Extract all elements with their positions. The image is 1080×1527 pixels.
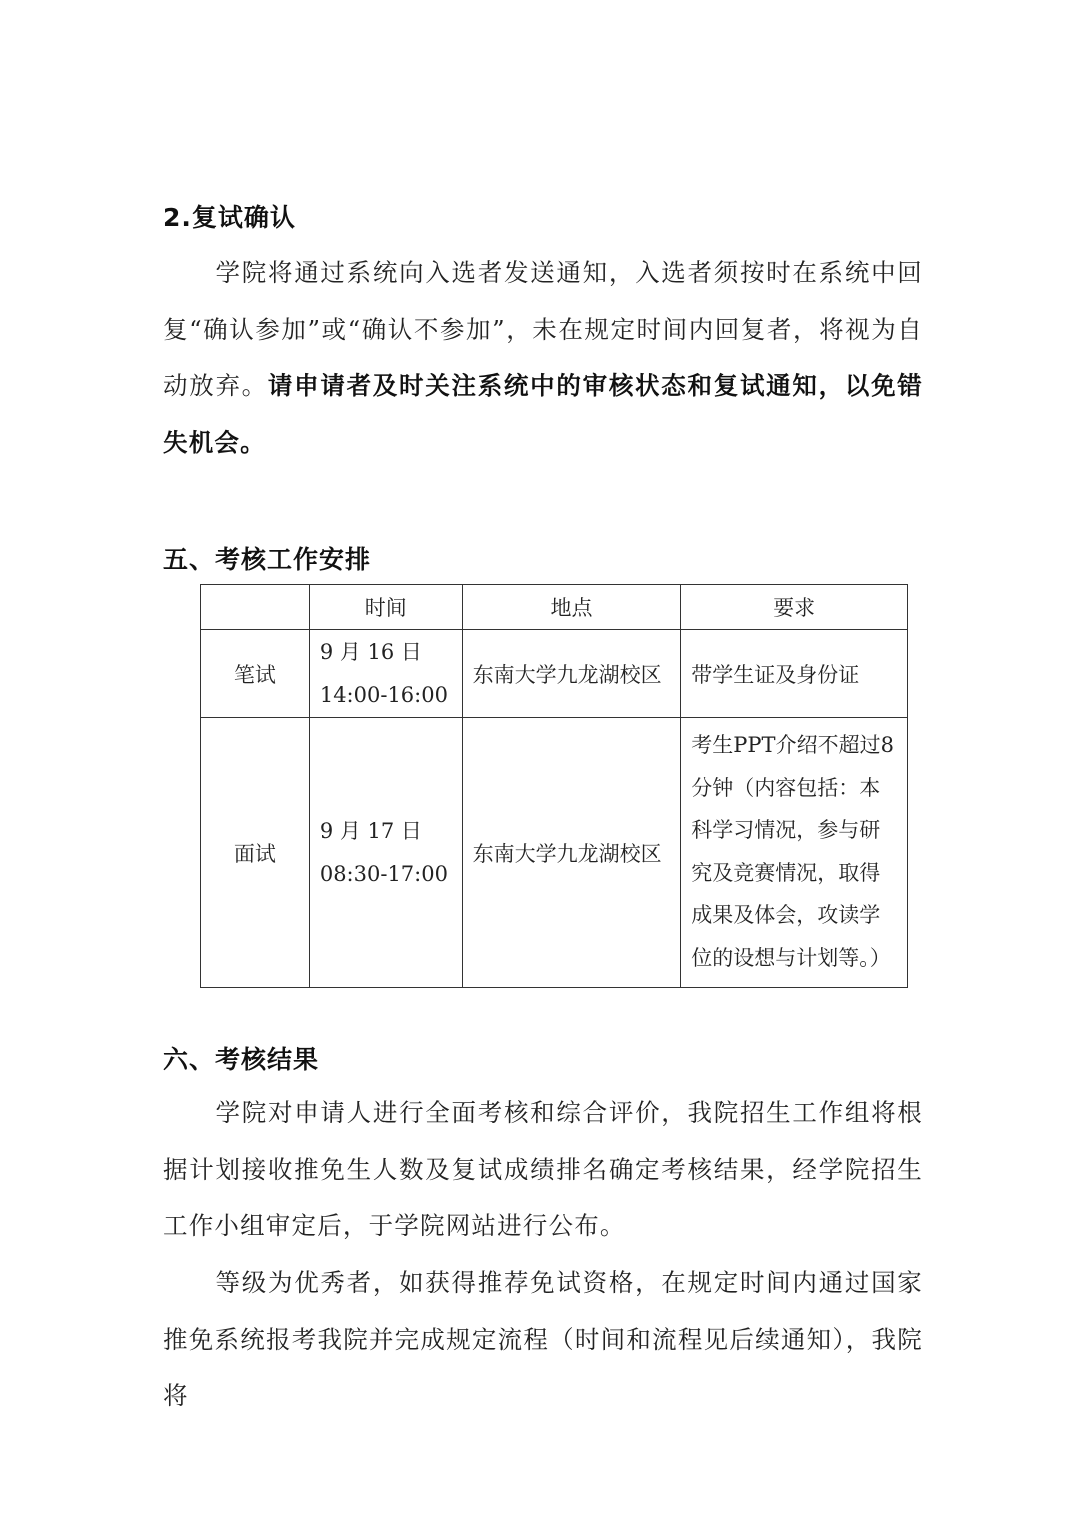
table-header-row	[201, 585, 908, 630]
paragraph-confirm-text: 学院将通过系统向入选者发送通知，入选者须按时在系统中回复“确认参加”或“确认不参加”，未在规定时间内回复者，将视为自动放弃。	[163, 258, 923, 400]
paragraph-confirm	[163, 245, 923, 471]
heading-result: 六、考核结果	[163, 1045, 320, 1074]
heading-schedule: 五、考核工作安排	[163, 545, 372, 574]
table-row	[201, 718, 908, 988]
table-header-cell: 地点	[462, 585, 681, 630]
paragraph-result-2-text: 等级为优秀者，如获得推荐免试资格，在规定时间内通过国家推免系统报考我院并完成规定流程（时间和流程见后续通知），我院将	[163, 1268, 923, 1410]
paragraph-confirm-emphasis: 请申请者及时关注系统中的审核状态和复试通知，以免错失机会。	[163, 371, 923, 457]
paragraph-result-1-text: 学院对申请人进行全面考核和综合评价，我院招生工作组将根据计划接收推免生人数及复试成绩排名确定考核结果，经学院招生工作小组审定后，于学院网站进行公布。	[163, 1098, 923, 1240]
paragraph-result-1	[163, 1085, 923, 1255]
exam-type-cell: 面试	[201, 718, 310, 988]
table-header-cell	[201, 585, 310, 630]
schedule-table	[200, 584, 908, 988]
table-header-cell: 要求	[681, 585, 908, 630]
exam-place-cell: 东南大学九龙湖校区	[462, 630, 681, 718]
table-row	[201, 630, 908, 718]
exam-type-cell: 笔试	[201, 630, 310, 718]
exam-requirement-cell: 带学生证及身份证	[681, 630, 908, 718]
exam-date: 9 月 16 日	[319, 640, 422, 664]
exam-date: 9 月 17 日	[319, 819, 422, 843]
heading-confirm: 2.复试确认	[163, 203, 296, 232]
exam-hours: 14:00-16:00	[319, 682, 448, 707]
exam-hours: 08:30-17:00	[319, 861, 448, 886]
paragraph-result-2	[163, 1255, 923, 1425]
table-header-cell: 时间	[309, 585, 462, 630]
exam-time-cell	[309, 718, 462, 988]
exam-time-cell	[309, 630, 462, 718]
exam-requirement-cell: 考生PPT介绍不超过8分钟（内容包括：本科学习情况，参与研究及竞赛情况，取得成果及体会，攻读学位的设想与计划等。）	[681, 718, 908, 988]
exam-place-cell: 东南大学九龙湖校区	[462, 718, 681, 988]
